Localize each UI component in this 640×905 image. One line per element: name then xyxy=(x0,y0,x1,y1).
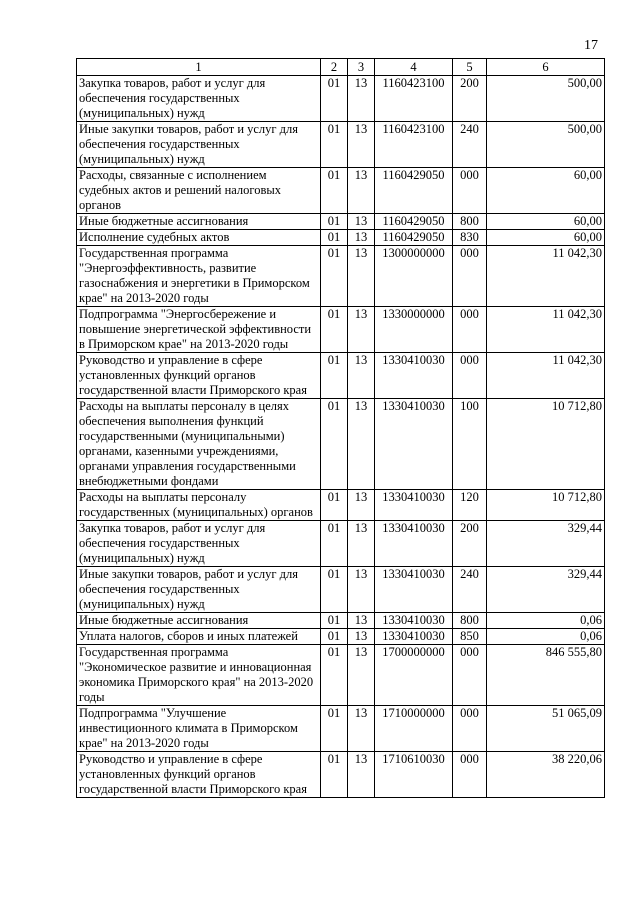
target-item-code-cell: 1160423100 xyxy=(375,76,453,122)
table-row xyxy=(77,168,605,214)
budget-table xyxy=(76,58,605,798)
subsection-code-cell: 13 xyxy=(348,399,375,490)
row-name-cell: Иные закупки товаров, работ и услуг для обеспечения государственных (муниципальных) нужд xyxy=(77,567,321,613)
row-name-cell: Государственная программа "Экономическое развитие и инновационная экономика Приморского края" на 2013-2020 годы xyxy=(77,645,321,706)
header-cell-3: 3 xyxy=(348,59,375,76)
subsection-code-cell: 13 xyxy=(348,752,375,798)
amount-cell: 60,00 xyxy=(487,230,605,246)
target-item-code-cell: 1710610030 xyxy=(375,752,453,798)
target-item-code-cell: 1710000000 xyxy=(375,706,453,752)
section-code-cell: 01 xyxy=(321,629,348,645)
target-item-code-cell: 1330410030 xyxy=(375,353,453,399)
amount-cell: 60,00 xyxy=(487,168,605,214)
row-name-cell: Иные закупки товаров, работ и услуг для обеспечения государственных (муниципальных) нужд xyxy=(77,122,321,168)
target-item-code-cell: 1330410030 xyxy=(375,490,453,521)
row-name-cell: Государственная программа "Энергоэффективность, развитие газоснабжения и энергетики в Приморском крае" на 2013-2020 годы xyxy=(77,246,321,307)
amount-cell: 51 065,09 xyxy=(487,706,605,752)
amount-cell: 11 042,30 xyxy=(487,353,605,399)
section-code-cell: 01 xyxy=(321,567,348,613)
target-item-code-cell: 1700000000 xyxy=(375,645,453,706)
table-row xyxy=(77,76,605,122)
expense-type-code-cell: 000 xyxy=(453,307,487,353)
amount-cell: 38 220,06 xyxy=(487,752,605,798)
expense-type-code-cell: 000 xyxy=(453,752,487,798)
subsection-code-cell: 13 xyxy=(348,122,375,168)
target-item-code-cell: 1160429050 xyxy=(375,168,453,214)
expense-type-code-cell: 000 xyxy=(453,168,487,214)
subsection-code-cell: 13 xyxy=(348,706,375,752)
amount-cell: 60,00 xyxy=(487,214,605,230)
page-number: 17 xyxy=(584,38,598,53)
subsection-code-cell: 13 xyxy=(348,214,375,230)
table-row xyxy=(77,629,605,645)
row-name-cell: Исполнение судебных актов xyxy=(77,230,321,246)
section-code-cell: 01 xyxy=(321,613,348,629)
expense-type-code-cell: 120 xyxy=(453,490,487,521)
row-name-cell: Расходы, связанные с исполнением судебных актов и решений налоговых органов xyxy=(77,168,321,214)
table-row xyxy=(77,490,605,521)
amount-cell: 500,00 xyxy=(487,76,605,122)
table-row xyxy=(77,230,605,246)
row-name-cell: Иные бюджетные ассигнования xyxy=(77,214,321,230)
expense-type-code-cell: 000 xyxy=(453,645,487,706)
table-row xyxy=(77,122,605,168)
target-item-code-cell: 1330410030 xyxy=(375,629,453,645)
table-row xyxy=(77,706,605,752)
table-row xyxy=(77,214,605,230)
table-row xyxy=(77,752,605,798)
subsection-code-cell: 13 xyxy=(348,246,375,307)
amount-cell: 0,06 xyxy=(487,629,605,645)
header-cell-1: 1 xyxy=(77,59,321,76)
expense-type-code-cell: 000 xyxy=(453,246,487,307)
section-code-cell: 01 xyxy=(321,752,348,798)
subsection-code-cell: 13 xyxy=(348,613,375,629)
section-code-cell: 01 xyxy=(321,706,348,752)
amount-cell: 329,44 xyxy=(487,567,605,613)
expense-type-code-cell: 240 xyxy=(453,567,487,613)
target-item-code-cell: 1160423100 xyxy=(375,122,453,168)
row-name-cell: Расходы на выплаты персоналу в целях обеспечения выполнения функций государственными (муниципальными) органами, казенными учреждениями, органами управления государственными внебюджетными фондами xyxy=(77,399,321,490)
amount-cell: 11 042,30 xyxy=(487,307,605,353)
header-cell-4: 4 xyxy=(375,59,453,76)
expense-type-code-cell: 800 xyxy=(453,613,487,629)
target-item-code-cell: 1160429050 xyxy=(375,214,453,230)
expense-type-code-cell: 100 xyxy=(453,399,487,490)
expense-type-code-cell: 200 xyxy=(453,76,487,122)
amount-cell: 500,00 xyxy=(487,122,605,168)
header-cell-6: 6 xyxy=(487,59,605,76)
expense-type-code-cell: 800 xyxy=(453,214,487,230)
row-name-cell: Подпрограмма "Энергосбережение и повышение энергетической эффективности в Приморском крае" на 2013-2020 годы xyxy=(77,307,321,353)
subsection-code-cell: 13 xyxy=(348,307,375,353)
expense-type-code-cell: 000 xyxy=(453,353,487,399)
target-item-code-cell: 1160429050 xyxy=(375,230,453,246)
row-name-cell: Уплата налогов, сборов и иных платежей xyxy=(77,629,321,645)
section-code-cell: 01 xyxy=(321,353,348,399)
section-code-cell: 01 xyxy=(321,521,348,567)
target-item-code-cell: 1330410030 xyxy=(375,521,453,567)
header-cell-5: 5 xyxy=(453,59,487,76)
amount-cell: 11 042,30 xyxy=(487,246,605,307)
header-row xyxy=(77,59,605,76)
subsection-code-cell: 13 xyxy=(348,490,375,521)
target-item-code-cell: 1330000000 xyxy=(375,307,453,353)
subsection-code-cell: 13 xyxy=(348,353,375,399)
amount-cell: 846 555,80 xyxy=(487,645,605,706)
row-name-cell: Подпрограмма "Улучшение инвестиционного климата в Приморском крае" на 2013-2020 годы xyxy=(77,706,321,752)
section-code-cell: 01 xyxy=(321,490,348,521)
target-item-code-cell: 1300000000 xyxy=(375,246,453,307)
row-name-cell: Закупка товаров, работ и услуг для обеспечения государственных (муниципальных) нужд xyxy=(77,76,321,122)
table-row xyxy=(77,645,605,706)
subsection-code-cell: 13 xyxy=(348,645,375,706)
row-name-cell: Закупка товаров, работ и услуг для обеспечения государственных (муниципальных) нужд xyxy=(77,521,321,567)
expense-type-code-cell: 850 xyxy=(453,629,487,645)
table-row xyxy=(77,307,605,353)
section-code-cell: 01 xyxy=(321,645,348,706)
subsection-code-cell: 13 xyxy=(348,629,375,645)
table-row xyxy=(77,246,605,307)
subsection-code-cell: 13 xyxy=(348,521,375,567)
subsection-code-cell: 13 xyxy=(348,230,375,246)
amount-cell: 329,44 xyxy=(487,521,605,567)
table-row xyxy=(77,567,605,613)
expense-type-code-cell: 200 xyxy=(453,521,487,567)
target-item-code-cell: 1330410030 xyxy=(375,613,453,629)
expense-type-code-cell: 000 xyxy=(453,706,487,752)
subsection-code-cell: 13 xyxy=(348,76,375,122)
row-name-cell: Расходы на выплаты персоналу государственных (муниципальных) органов xyxy=(77,490,321,521)
section-code-cell: 01 xyxy=(321,76,348,122)
section-code-cell: 01 xyxy=(321,168,348,214)
table-row xyxy=(77,353,605,399)
subsection-code-cell: 13 xyxy=(348,567,375,613)
section-code-cell: 01 xyxy=(321,122,348,168)
section-code-cell: 01 xyxy=(321,246,348,307)
table-row xyxy=(77,613,605,629)
header-cell-2: 2 xyxy=(321,59,348,76)
row-name-cell: Руководство и управление в сфере установленных функций органов государственной власти Приморского края xyxy=(77,752,321,798)
subsection-code-cell: 13 xyxy=(348,168,375,214)
amount-cell: 10 712,80 xyxy=(487,399,605,490)
target-item-code-cell: 1330410030 xyxy=(375,567,453,613)
amount-cell: 0,06 xyxy=(487,613,605,629)
section-code-cell: 01 xyxy=(321,307,348,353)
expense-type-code-cell: 240 xyxy=(453,122,487,168)
section-code-cell: 01 xyxy=(321,230,348,246)
target-item-code-cell: 1330410030 xyxy=(375,399,453,490)
expense-type-code-cell: 830 xyxy=(453,230,487,246)
row-name-cell: Иные бюджетные ассигнования xyxy=(77,613,321,629)
table-row xyxy=(77,399,605,490)
amount-cell: 10 712,80 xyxy=(487,490,605,521)
row-name-cell: Руководство и управление в сфере установленных функций органов государственной власти Приморского края xyxy=(77,353,321,399)
table-row xyxy=(77,521,605,567)
section-code-cell: 01 xyxy=(321,399,348,490)
section-code-cell: 01 xyxy=(321,214,348,230)
